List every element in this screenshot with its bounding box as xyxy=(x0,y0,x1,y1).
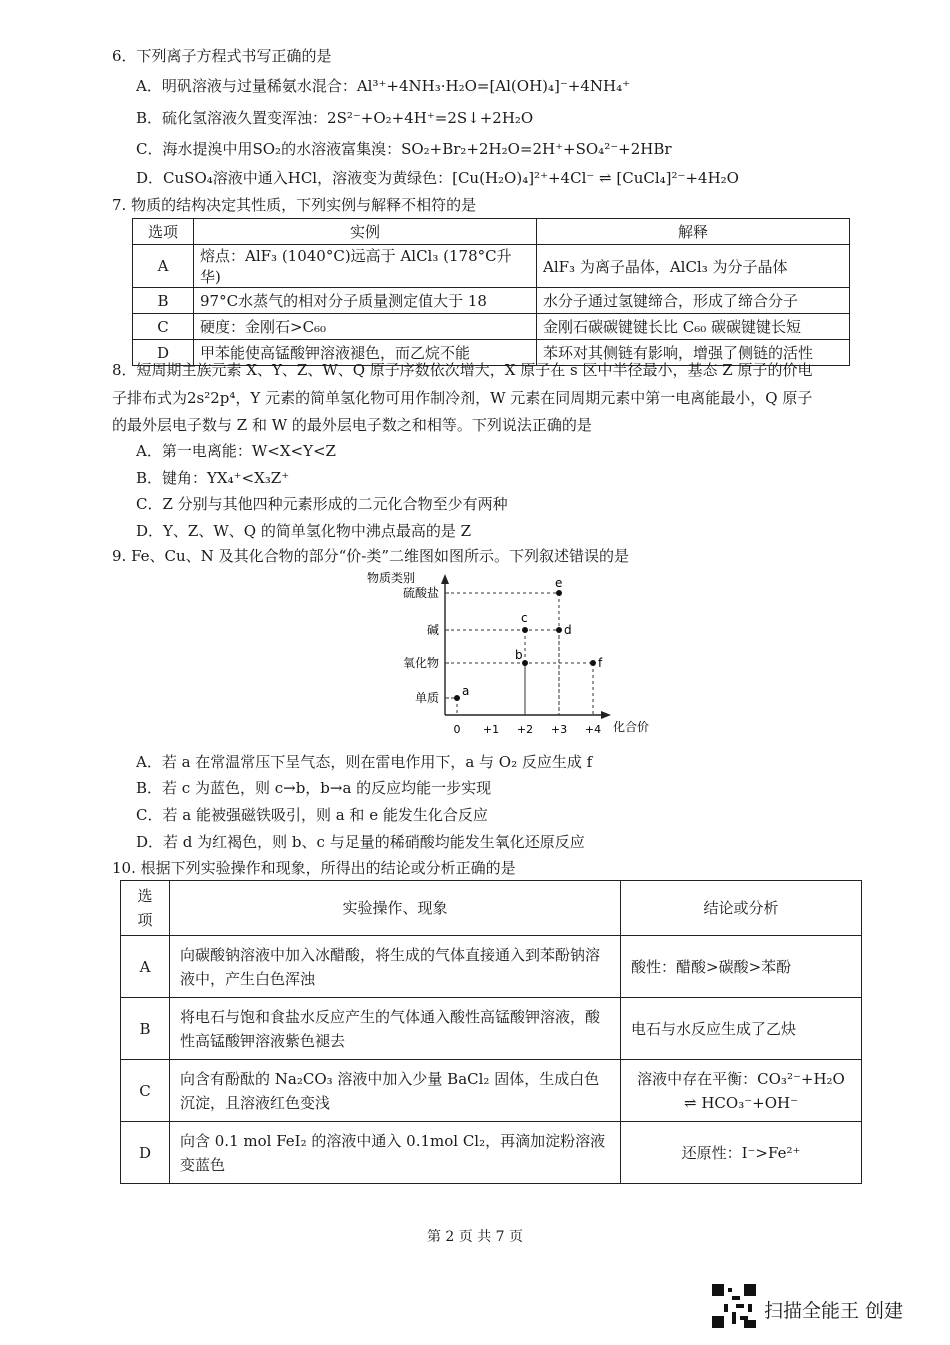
q9-stem: 9. Fe、Cu、N 及其化合物的部分“价-类”二维图如图所示。下列叙述错误的是 xyxy=(112,547,629,565)
q10-stem: 10. 根据下列实验操作和现象，所得出的结论或分析正确的是 xyxy=(112,859,516,877)
x-tick-label: +3 xyxy=(550,723,568,736)
point-label-d: d xyxy=(564,623,572,637)
table-cell: 还原性：I⁻>Fe²⁺ xyxy=(621,1122,862,1184)
table-header: 结论或分析 xyxy=(621,881,862,936)
table-cell: B xyxy=(121,998,170,1060)
x-tick-label: +2 xyxy=(516,723,534,736)
table-cell: C xyxy=(133,314,194,340)
q7-stem: 7. 物质的结构决定其性质，下列实例与解释不相符的是 xyxy=(112,196,477,214)
table-row xyxy=(121,1122,862,1184)
page-number: 第 2 页 共 7 页 xyxy=(426,1229,524,1245)
table-cell: 向含 0.1 mol FeI₂ 的溶液中通入 0.1mol Cl₂，再滴加淀粉溶液变蓝色 xyxy=(170,1122,621,1184)
point-b xyxy=(522,660,528,666)
y-axis-title: 物质类别 xyxy=(367,571,416,585)
point-a xyxy=(454,695,460,701)
point-e xyxy=(556,590,562,596)
point-f xyxy=(590,660,596,666)
q8-stem-line1: 8．短周期主族元素 X、Y、Z、W、Q 原子序数依次增大，X 原子在 s 区中半径最小，基态 Z 原子的价电 xyxy=(112,361,813,379)
point-label-b: b xyxy=(515,648,523,662)
table-cell: 溶液中存在平衡：CO₃²⁻+H₂O ⇌ HCO₃⁻+OH⁻ xyxy=(621,1060,862,1122)
q8-option-a: A．第一电离能：W<X<Y<Z xyxy=(136,442,336,460)
point-label-c: c xyxy=(521,611,528,625)
table-cell: A xyxy=(121,936,170,998)
q6-option-d: D．CuSO₄溶液中通入HCl，溶液变为黄绿色：[Cu(H₂O)₄]²⁺+4Cl⁻ ⇌ [CuCl₄]²⁻+4H₂O xyxy=(136,169,739,187)
table-cell: B xyxy=(133,288,194,314)
x-tick-label: +4 xyxy=(584,723,602,736)
table-header: 实例 xyxy=(194,219,537,245)
y-axis-arrow xyxy=(441,574,449,584)
table-row xyxy=(121,936,862,998)
q9-option-b: B．若 c 为蓝色，则 c→b，b→a 的反应均能一步实现 xyxy=(136,779,492,797)
qr-code-icon xyxy=(712,1284,756,1328)
point-label-e: e xyxy=(555,576,563,590)
scanner-brand: 扫描全能王 创建 xyxy=(764,1300,904,1322)
table-cell: 将电石与饱和食盐水反应产生的气体通入酸性高锰酸钾溶液，酸性高锰酸钾溶液紫色褪去 xyxy=(170,998,621,1060)
table-header: 选项 xyxy=(133,219,194,245)
point-label-f: f xyxy=(598,656,603,670)
q9-option-a: A．若 a 在常温常压下呈气态，则在雷电作用下，a 与 O₂ 反应生成 f xyxy=(136,753,593,771)
y-tick-label: 氧化物 xyxy=(402,656,439,670)
table-cell: A xyxy=(133,245,194,288)
x-axis-title: 化合价 xyxy=(613,720,650,734)
y-tick-label: 碱 xyxy=(426,623,439,637)
table-cell: 向含有酚酞的 Na₂CO₃ 溶液中加入少量 BaCl₂ 固体，生成白色沉淀，且溶液红色变浅 xyxy=(170,1060,621,1122)
q6-option-a: A．明矾溶液与过量稀氨水混合：Al³⁺+4NH₃·H₂O=[Al(OH)₄]⁻+4NH₄⁺ xyxy=(136,77,631,95)
x-tick-label: +1 xyxy=(482,723,500,736)
table-cell: C xyxy=(121,1060,170,1122)
table-cell: 甲苯能使高锰酸钾溶液褪色，而乙烷不能 xyxy=(194,340,537,366)
q8-option-d: D．Y、Z、W、Q 的简单氢化物中沸点最高的是 Z xyxy=(136,522,472,540)
valence-class-chart xyxy=(350,570,650,750)
table-header-row xyxy=(121,881,862,936)
q8-option-c: C．Z 分别与其他四种元素形成的二元化合物至少有两种 xyxy=(136,495,508,513)
table-header-row xyxy=(133,219,850,245)
y-tick-label: 硫酸盐 xyxy=(402,586,439,600)
q8-option-b: B．键角：YX₄⁺<X₃Z⁺ xyxy=(136,469,290,487)
point-label-a: a xyxy=(462,684,470,698)
x-axis-arrow xyxy=(601,711,611,719)
table-row xyxy=(133,245,850,288)
table-cell: 熔点：AlF₃ (1040°C)远高于 AlCl₃ (178°C升华) xyxy=(194,245,537,288)
table-cell: 水分子通过氢键缔合，形成了缔合分子 xyxy=(537,288,850,314)
q8-stem-line2: 子排布式为2s²2p⁴，Y 元素的简单氢化物可用作制冷剂，W 元素在同周期元素中第一电离能最小，Q 原子 xyxy=(112,389,813,407)
x-tick-label: 0 xyxy=(453,723,461,736)
y-tick-label: 单质 xyxy=(414,691,439,705)
q7-table xyxy=(132,218,850,366)
table-cell: D xyxy=(133,340,194,366)
q6-option-b: B．硫化氢溶液久置变浑浊：2S²⁻+O₂+4H⁺=2S↓+2H₂O xyxy=(136,109,534,127)
q9-option-d: D．若 d 为红褐色，则 b、c 与足量的稀硝酸均能发生氧化还原反应 xyxy=(136,833,585,851)
table-cell: 苯环对其侧链有影响，增强了侧链的活性 xyxy=(537,340,850,366)
table-cell: AlF₃ 为离子晶体，AlCl₃ 为分子晶体 xyxy=(537,245,850,288)
table-row xyxy=(133,314,850,340)
table-cell: 97°C水蒸气的相对分子质量测定值大于 18 xyxy=(194,288,537,314)
q6-stem: 6．下列离子方程式书写正确的是 xyxy=(112,47,332,65)
table-header: 选项 xyxy=(121,881,170,936)
table-row xyxy=(121,998,862,1060)
table-cell: D xyxy=(121,1122,170,1184)
table-cell: 向碳酸钠溶液中加入冰醋酸，将生成的气体直接通入到苯酚钠溶液中，产生白色浑浊 xyxy=(170,936,621,998)
table-header: 实验操作、现象 xyxy=(170,881,621,936)
q6-option-c: C．海水提溴中用SO₂的水溶液富集溴：SO₂+Br₂+2H₂O=2H⁺+SO₄²⁻+2HBr xyxy=(136,140,672,158)
table-row xyxy=(121,1060,862,1122)
table-header: 解释 xyxy=(537,219,850,245)
table-row xyxy=(133,288,850,314)
q10-table xyxy=(120,880,862,1184)
point-c xyxy=(522,627,528,633)
table-cell: 硬度：金刚石>C₆₀ xyxy=(194,314,537,340)
q9-option-c: C．若 a 能被强磁铁吸引，则 a 和 e 能发生化合反应 xyxy=(136,806,488,824)
table-cell: 电石与水反应生成了乙炔 xyxy=(621,998,862,1060)
table-cell: 金刚石碳碳键键长比 C₆₀ 碳碳键键长短 xyxy=(537,314,850,340)
q8-stem-line3: 的最外层电子数与 Z 和 W 的最外层电子数之和相等。下列说法正确的是 xyxy=(112,416,592,434)
point-d xyxy=(556,627,562,633)
table-cell: 酸性：醋酸>碳酸>苯酚 xyxy=(621,936,862,998)
